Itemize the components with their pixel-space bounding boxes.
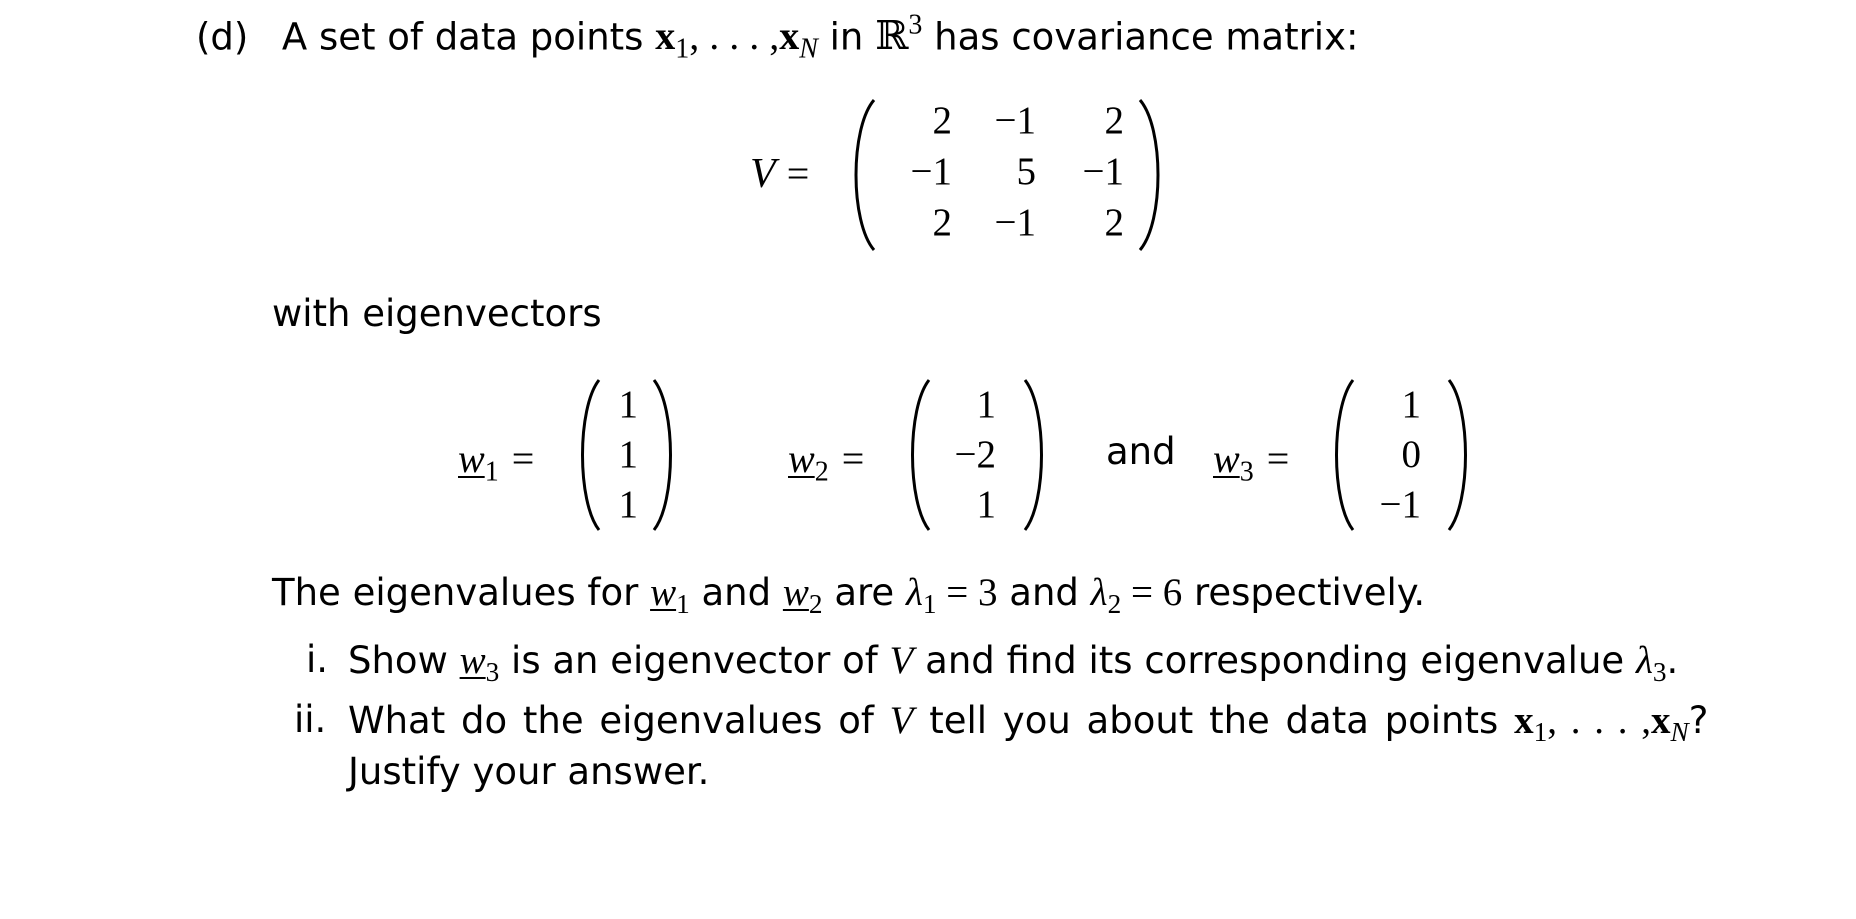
eigenvalues-sentence: The eigenvalues for $w_1$ and $w_2$ are $\lambda_1 = 3$ and $\lambda_2 = 6$ respectively.: [272, 571, 1426, 620]
eigenvectors-intro: with eigenvectors: [272, 292, 602, 335]
eigenvector-2-label: $w_2$ =: [788, 436, 865, 488]
eigenvector-2-entry: 1: [976, 383, 996, 426]
question-line-intro: [196, 12, 1358, 64]
eigenvector-1-right-paren: [652, 378, 680, 532]
matrix-cell: 2: [1104, 201, 1124, 244]
intro-text-1: A set of data points: [281, 15, 644, 59]
matrix-cell: −1: [1082, 150, 1124, 193]
intro-text-3: has covariance matrix:: [934, 15, 1359, 59]
eigenvector-3-label: $w_3$ =: [1213, 436, 1290, 488]
real-space-expr: ℝ$^3$: [875, 10, 923, 59]
eigenvector-1-label: $w_1$ =: [458, 436, 535, 488]
eigenvector-1-entry: 1: [618, 483, 638, 526]
matrix-name: V =: [750, 151, 810, 197]
eigenvector-3-entry: 0: [1401, 433, 1421, 476]
matrix-cell: 5: [1016, 150, 1036, 193]
subpart-ii-text: What do the eigenvalues of V tell you about the data points $x_1$, . . . $,x_N$?: [348, 699, 1709, 748]
subpart-i-text: Show $w_3$ is an eigenvector of V and find its corresponding eigenvalue $\lambda_3$.: [348, 639, 1679, 688]
matrix-cell: 2: [932, 99, 952, 142]
intro-text-2: in: [829, 15, 864, 59]
and-word: and: [1106, 430, 1176, 473]
matrix-right-paren: [1138, 98, 1168, 252]
matrix-cell: 2: [932, 201, 952, 244]
matrix-cell: −1: [994, 201, 1036, 244]
eigenvector-3-entry: 1: [1401, 383, 1421, 426]
data-points-expr: $x_1$, . . . $,x_N$: [655, 13, 818, 65]
matrix-cell: 2: [1104, 99, 1124, 142]
eigenvector-2-entry: −2: [954, 433, 996, 476]
matrix-cell: −1: [994, 99, 1036, 142]
matrix-cell: −1: [910, 150, 952, 193]
eigenvector-3-entry: −1: [1379, 483, 1421, 526]
eigenvector-3-right-paren: [1447, 378, 1475, 532]
eigenvector-2-right-paren: [1023, 378, 1051, 532]
eigenvector-2-entry: 1: [976, 483, 996, 526]
subpart-ii-line2: Justify your answer.: [348, 750, 710, 793]
eigenvector-1-entry: 1: [618, 433, 638, 476]
subpart-ii-label: ii.: [294, 698, 327, 741]
eigenvector-1-entry: 1: [618, 383, 638, 426]
part-label: (d): [196, 15, 249, 59]
subpart-i-label: i.: [306, 638, 329, 681]
